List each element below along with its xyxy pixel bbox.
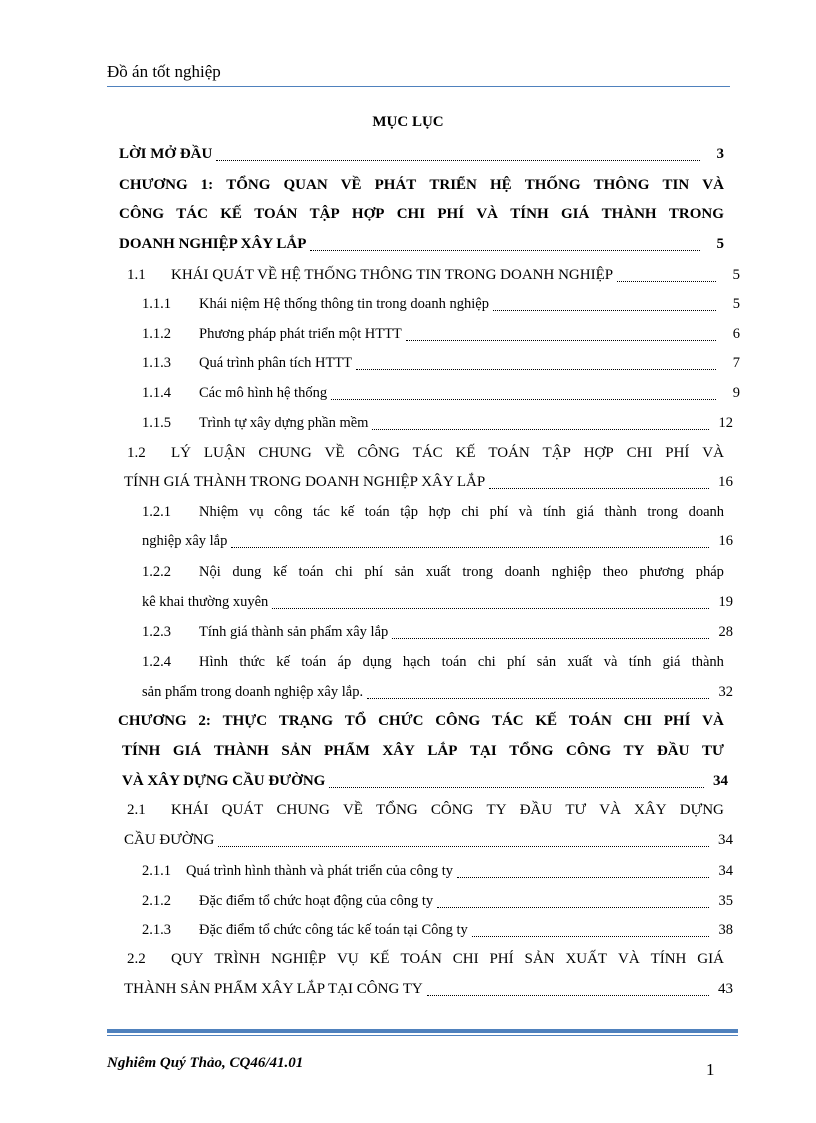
toc-entry-line — [119, 170, 724, 200]
toc-entry-number: 1.1.5 — [142, 415, 171, 431]
toc-entry-title: CÔNG TÁC KẾ TOÁN TẬP HỢP CHI PHÍ VÀ TÍNH GIÁ THÀNH TRONG — [119, 206, 724, 222]
toc-entry-line — [142, 915, 744, 945]
toc-entry-line — [118, 706, 724, 736]
toc-entry-title: CHƯƠNG 1: TỔNG QUAN VỀ PHÁT TRIỂN HỆ THỐNG THÔNG TIN VÀ — [119, 177, 724, 193]
toc-entry-page: 12 — [718, 415, 733, 431]
toc-entry-number: 1.2 — [127, 445, 146, 461]
toc-entry-title: Nội dung kế toán chi phí sản xuất trong doanh nghiệp theo phương pháp — [199, 564, 724, 580]
toc-entry-title: Quá trình phân tích HTTT — [199, 355, 353, 371]
toc-entry-page: 43 — [718, 981, 733, 997]
toc-entry-title: Quá trình hình thành và phát triển của công ty — [186, 863, 453, 879]
toc-entry-line — [142, 587, 744, 617]
toc-entry-page: 16 — [718, 474, 733, 490]
toc-entry-line — [142, 348, 744, 378]
toc-entry-page: 38 — [718, 922, 733, 938]
toc-entry-number: 1.2.4 — [142, 654, 171, 670]
dot-leader — [427, 995, 709, 996]
dot-leader — [331, 399, 716, 400]
dot-leader — [489, 488, 709, 489]
toc-entry-line — [142, 289, 744, 319]
toc-entry-number: 1.1.2 — [142, 326, 171, 342]
toc-entry-title: DOANH NGHIỆP XÂY LẮP — [119, 236, 307, 252]
toc-entry-line — [142, 677, 744, 707]
dot-leader — [406, 340, 716, 341]
toc-entry-number: 1.2.2 — [142, 564, 171, 580]
toc-entry-title: LÝ LUẬN CHUNG VỀ CÔNG TÁC KẾ TOÁN TẬP HỢP CHI PHÍ VÀ — [171, 445, 724, 461]
dot-leader — [367, 698, 709, 699]
toc-entry-page: 5 — [716, 236, 724, 252]
toc-entry-line — [119, 139, 744, 169]
toc-entry-line — [127, 795, 724, 825]
toc-entry-title: QUY TRÌNH NGHIỆP VỤ KẾ TOÁN CHI PHÍ SẢN XUẤT VÀ TÍNH GIÁ — [171, 951, 724, 967]
dot-leader — [310, 250, 700, 251]
toc-entry-line — [124, 467, 744, 497]
toc-entry-title: Đặc điểm tổ chức công tác kế toán tại Công ty — [199, 922, 468, 938]
toc-entry-title: VÀ XÂY DỰNG CẦU ĐƯỜNG — [122, 773, 326, 789]
toc-entry-title: KHÁI QUÁT CHUNG VỀ TỔNG CÔNG TY ĐẦU TƯ VÀ XÂY DỰNG — [171, 802, 724, 818]
toc-entry-line — [142, 319, 744, 349]
toc-entry-title: CHƯƠNG 2: THỰC TRẠNG TỔ CHỨC CÔNG TÁC KẾ TOÁN CHI PHÍ VÀ — [118, 713, 724, 729]
toc-entry-page: 5 — [732, 296, 740, 312]
toc-entry-line — [122, 766, 744, 796]
toc-entry-number: 2.1 — [127, 802, 146, 818]
toc-entry-page: 19 — [718, 594, 733, 610]
toc-entry-line — [142, 856, 744, 886]
toc-entry-number: 1.2.3 — [142, 624, 171, 640]
toc-entry-title: KHÁI QUÁT VỀ HỆ THỐNG THÔNG TIN TRONG DOANH NGHIỆP — [171, 267, 614, 283]
dot-leader — [218, 846, 709, 847]
toc-entry-page: 35 — [718, 893, 733, 909]
toc-entry-page: 5 — [732, 267, 740, 283]
dot-leader — [329, 787, 704, 788]
dot-leader — [493, 310, 716, 311]
toc-entry-number: 1.1 — [127, 267, 146, 283]
dot-leader — [216, 160, 700, 161]
toc-entry-title: Nhiệm vụ công tác kế toán tập hợp chi phí và tính giá thành trong doanh — [199, 504, 724, 520]
toc-entry-line — [142, 647, 724, 677]
toc-entry-title: Trình tự xây dựng phần mềm — [199, 415, 369, 431]
dot-leader — [437, 907, 709, 908]
toc-entry-number: 2.1.2 — [142, 893, 171, 909]
toc-entry-number: 1.2.1 — [142, 504, 171, 520]
toc-entry-number: 2.1.3 — [142, 922, 171, 938]
dot-leader — [231, 547, 709, 548]
toc-entry-page: 6 — [732, 326, 740, 342]
toc-entry-title: Phương pháp phát triển một HTTT — [199, 326, 402, 342]
toc-entry-line — [119, 199, 724, 229]
dot-leader — [272, 608, 709, 609]
footer-divider-thin — [107, 1035, 738, 1036]
toc-entry-page: 7 — [732, 355, 740, 371]
toc-entry-page: 32 — [718, 684, 733, 700]
toc-entry-line — [127, 944, 724, 974]
toc-entry-page: 28 — [718, 624, 733, 640]
toc-entry-line — [142, 408, 744, 438]
toc-entry-page: 9 — [732, 385, 740, 401]
toc-entry-line — [127, 260, 744, 290]
dot-leader — [356, 369, 716, 370]
toc-entry-title: Hình thức kế toán áp dụng hạch toán chi phí sản xuất và tính giá thành — [199, 654, 724, 670]
page-number: 1 — [706, 1060, 715, 1079]
toc-entry-title: CẦU ĐƯỜNG — [124, 832, 215, 848]
dot-leader — [617, 281, 716, 282]
toc-entry-page: 34 — [713, 773, 728, 789]
toc-entry-line — [119, 229, 744, 259]
toc-entry-number: 1.1.3 — [142, 355, 171, 371]
toc-entry-page: 34 — [718, 832, 733, 848]
dot-leader — [457, 877, 709, 878]
toc-entry-line — [142, 526, 744, 556]
toc-entry-title: Các mô hình hệ thống — [199, 385, 328, 401]
toc-entry-title: kê khai thường xuyên — [142, 594, 269, 610]
toc-entry-title: sản phẩm trong doanh nghiệp xây lắp. — [142, 684, 364, 700]
toc-entry-number: 1.1.4 — [142, 385, 171, 401]
toc-entry-number: 2.2 — [127, 951, 146, 967]
toc-entry-page: 16 — [718, 533, 733, 549]
toc-entry-line — [124, 974, 744, 1004]
header-divider — [107, 86, 730, 87]
toc-entry-line — [142, 497, 724, 527]
toc-entry-line — [124, 825, 744, 855]
toc-entry-line — [127, 438, 724, 468]
toc-entry-title: TÍNH GIÁ THÀNH TRONG DOANH NGHIỆP XÂY LẮP — [124, 474, 486, 490]
toc-entry-title: THÀNH SẢN PHẨM XÂY LẮP TẠI CÔNG TY — [124, 981, 423, 997]
dot-leader — [372, 429, 709, 430]
toc-entry-page: 3 — [716, 146, 724, 162]
toc-entry-title: nghiệp xây lắp — [142, 533, 228, 549]
toc-entry-line — [142, 617, 744, 647]
dot-leader — [472, 936, 709, 937]
footer-divider — [107, 1029, 738, 1033]
toc-entry-number: 1.1.1 — [142, 296, 171, 312]
toc-entry-line — [142, 886, 744, 916]
toc-entry-title: Đặc điểm tổ chức hoạt động của công ty — [199, 893, 434, 909]
footer-author: Nghiêm Quý Thảo, CQ46/41.01 — [107, 1055, 304, 1071]
toc-entry-line — [142, 378, 744, 408]
toc-entry-line — [122, 736, 724, 766]
toc-entry-title: Khái niệm Hệ thống thông tin trong doanh nghiệp — [199, 296, 489, 312]
dot-leader — [392, 638, 709, 639]
toc-entry-page: 34 — [718, 863, 733, 879]
toc-entry-number: 2.1.1 — [142, 863, 171, 879]
toc-heading: MỤC LỤC — [372, 114, 444, 130]
toc-entry-title: LỜI MỞ ĐẦU — [119, 146, 213, 162]
toc-entry-title: Tính giá thành sản phẩm xây lắp — [199, 624, 389, 640]
toc-entry-title: TÍNH GIÁ THÀNH SẢN PHẨM XÂY LẮP TẠI TỔNG CÔNG TY ĐẦU TƯ — [122, 743, 724, 759]
toc-entry-line — [142, 557, 724, 587]
header-title: Đồ án tốt nghiệp — [107, 62, 221, 81]
